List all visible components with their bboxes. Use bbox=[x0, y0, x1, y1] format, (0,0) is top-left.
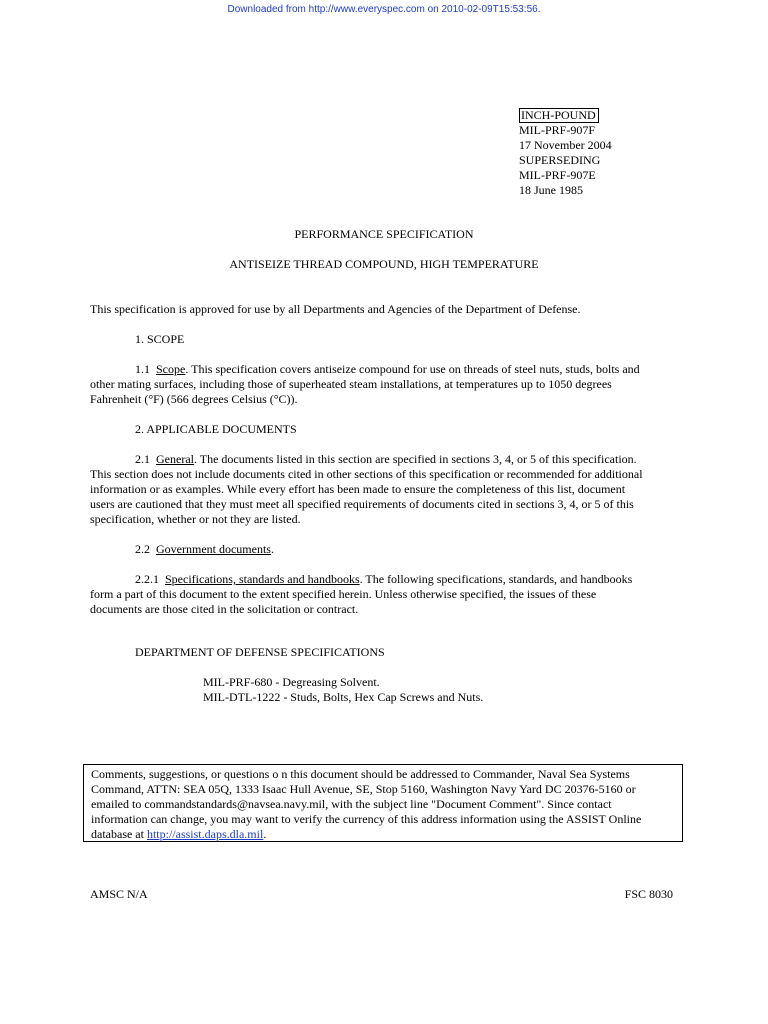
specifications-paragraph bbox=[90, 572, 675, 617]
gov-num: 2.2 bbox=[135, 542, 150, 556]
comments-line-2: Command, ATTN: SEA 05Q, 1333 Isaac Hull Avenue, SE, Stop 5160, Washington Navy Yard DC 20376-5160 or bbox=[91, 782, 636, 796]
dod-specs-heading: DEPARTMENT OF DEFENSE SPECIFICATIONS bbox=[135, 645, 385, 659]
comments-line-5-prefix: database at bbox=[91, 827, 147, 841]
superseded-date: 18 June 1985 bbox=[519, 183, 583, 197]
fsc-label: FSC 8030 bbox=[624, 887, 673, 901]
amsc-label: AMSC N/A bbox=[90, 887, 148, 901]
doc-id: MIL-PRF-907F bbox=[519, 123, 596, 137]
general-paragraph bbox=[90, 452, 675, 527]
general-line-2: This section does not include documents cited in other sections of this specification or recommended for additional bbox=[90, 467, 643, 481]
comments-line-1: Comments, suggestions, or questions o n this document should be addressed to Commander, Naval Sea Systems bbox=[91, 767, 630, 781]
comments-line-5-suffix: . bbox=[263, 827, 267, 841]
spec-term: Specifications, standards and handbooks bbox=[165, 572, 360, 586]
applicable-documents-heading: 2. APPLICABLE DOCUMENTS bbox=[135, 422, 297, 436]
dod-spec-item: MIL-PRF-680 - Degreasing Solvent. bbox=[203, 675, 380, 689]
spec-line-3: documents are those cited in the solicitation or contract. bbox=[90, 602, 359, 616]
superseded-id: MIL-PRF-907E bbox=[519, 168, 596, 182]
general-line-3: information or as examples. While every effort has been made to ensure the completeness of this list, document bbox=[90, 482, 626, 496]
page-subtitle: ANTISEIZE THREAD COMPOUND, HIGH TEMPERATURE bbox=[229, 257, 539, 271]
spec-line-2: form a part of this document to the extent specified herein. Unless otherwise specified, the issues of these bbox=[90, 587, 597, 601]
general-line-4: users are cautioned that they must meet all specified requirements of documents cited in sections 3, 4, or 5 of this bbox=[90, 497, 634, 511]
scope-heading: 1. SCOPE bbox=[135, 332, 185, 346]
assist-link[interactable]: http://assist.daps.dla.mil bbox=[146, 827, 264, 841]
general-text-1: . The documents listed in this section are specified in sections 3, 4, or 5 of this specification. bbox=[193, 452, 637, 466]
scope-line-2: other mating surfaces, including those of superheated steam installations, at temperatures up to 1050 degrees bbox=[90, 377, 612, 391]
gov-tail: . bbox=[270, 542, 274, 556]
comments-box bbox=[83, 764, 683, 842]
doc-date: 17 November 2004 bbox=[519, 138, 612, 152]
comments-line-3: emailed to commandstandards@navsea.navy.mil, with the subject line "Document Comment". Since contact bbox=[91, 797, 612, 811]
page-title: PERFORMANCE SPECIFICATION bbox=[294, 227, 474, 241]
comments-line-5 bbox=[91, 827, 675, 842]
scope-line-3: Fahrenheit (°F) (566 degrees Celsius (°C)). bbox=[90, 392, 298, 406]
comments-line-4: information can change, you may want to verify the currency of this address information using the ASSIST Online bbox=[91, 812, 642, 826]
spec-text-1: . The following specifications, standards, and handbooks bbox=[359, 572, 633, 586]
scope-num: 1.1 bbox=[135, 362, 150, 376]
spec-line-1 bbox=[90, 572, 675, 587]
designation-line bbox=[519, 108, 612, 123]
general-num: 2.1 bbox=[135, 452, 150, 466]
general-line-1 bbox=[90, 452, 675, 467]
general-line-5: specification, whether or not they are listed. bbox=[90, 512, 301, 526]
general-term: General bbox=[156, 452, 194, 466]
scope-term: Scope bbox=[156, 362, 186, 376]
document-header-block bbox=[519, 108, 612, 198]
spec-num: 2.2.1 bbox=[135, 572, 159, 586]
scope-text-1: . This specification covers antiseize compound for use on threads of steel nuts, studs, bolts and bbox=[185, 362, 640, 376]
inch-pound-box: INCH-POUND bbox=[519, 108, 599, 123]
government-documents-line bbox=[90, 542, 720, 557]
download-banner[interactable]: Downloaded from http://www.everyspec.com on 2010-02-09T15:53:56. bbox=[227, 4, 541, 15]
superseding-label: SUPERSEDING bbox=[519, 153, 601, 167]
scope-paragraph bbox=[90, 362, 675, 407]
scope-line-1 bbox=[90, 362, 675, 377]
dod-spec-item: MIL-DTL-1222 - Studs, Bolts, Hex Cap Screws and Nuts. bbox=[203, 690, 484, 704]
approval-statement: This specification is approved for use by all Departments and Agencies of the Department of Defense. bbox=[90, 302, 581, 316]
gov-term: Government documents bbox=[156, 542, 271, 556]
